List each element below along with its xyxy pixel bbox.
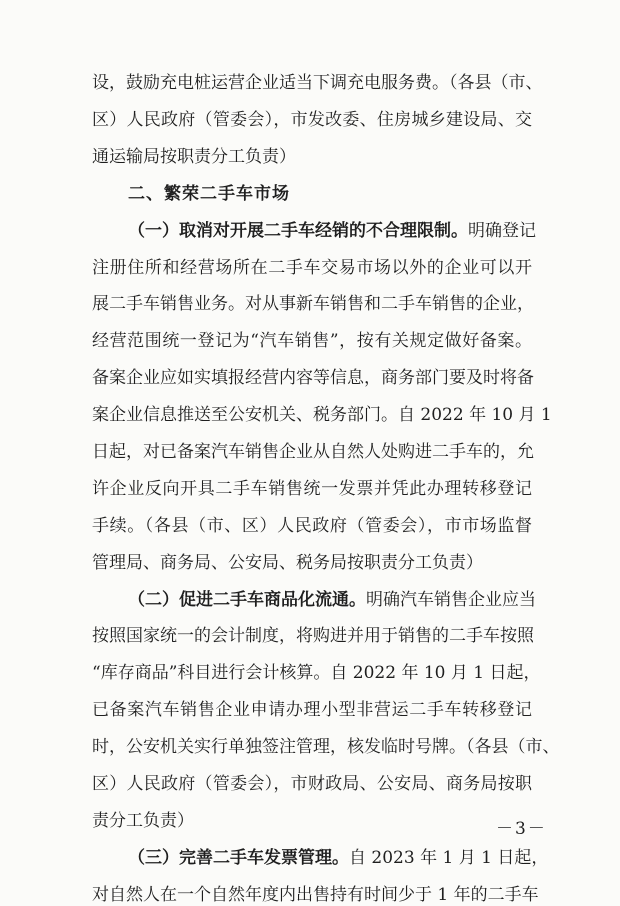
text-line: 备案企业应如实填报经营内容等信息，商务部门要及时将备 (92, 368, 534, 388)
paragraph-lead: （一）取消对开展二手车经销的不合理限制。 (128, 221, 468, 241)
text-line: 许企业反向开具二手车销售统一发票并凭此办理转移登记 (92, 479, 532, 499)
text-line: 日起，对已备案汽车销售企业从自然人处购进二手车的，允 (92, 442, 534, 462)
text-line: 区）人民政府（管委会），市财政局、公安局、商务局按职 (92, 774, 532, 794)
text-line: 展二手车销售业务。对从事新车销售和二手车销售的企业， (92, 294, 534, 314)
paragraph-text: 明确汽车销售企业应当 (366, 590, 536, 610)
paragraph-lead: （二）促进二手车商品化流通。 (128, 590, 366, 610)
section-heading: 二、繁荣二手车市场 (128, 184, 290, 204)
text-line: 管理局、商务局、公安局、税务局按职责分工负责） (92, 553, 483, 573)
page-number: －3－ (496, 819, 547, 839)
text-line: 通运输局按职责分工负责） (92, 147, 296, 167)
text-line: 区）人民政府（管委会），市发改委、住房城乡建设局、交 (92, 110, 532, 130)
paragraph-first-line (128, 220, 536, 242)
paragraph-text: 自 2023 年 1 月 1 日起， (349, 848, 549, 868)
text-line: 经营范围统一登记为“汽车销售”，按有关规定做好备案。 (92, 331, 532, 351)
paragraph-lead: （三）完善二手车发票管理。 (128, 848, 349, 868)
text-line: 手续。（各县（市、区）人民政府（管委会），市市场监督 (92, 516, 532, 536)
paragraph-text: 明确登记 (468, 221, 536, 241)
text-line: 按照国家统一的会计制度，将购进并用于销售的二手车按照 (92, 626, 534, 646)
paragraph-first-line (128, 589, 536, 611)
text-line: 设，鼓励充电桩运营企业适当下调充电服务费。（各县（市、 (92, 73, 543, 93)
text-line: 责分工负责） (92, 811, 194, 831)
text-line: 对自然人在一个自然年度内出售持有时间少于 1 年的二手车 (92, 885, 539, 905)
text-line: 已备案汽车销售企业申请办理小型非营运二手车转移登记 (92, 700, 532, 720)
text-line: 注册住所和经营场所在二手车交易市场以外的企业可以开 (92, 258, 532, 278)
paragraph-first-line (128, 847, 549, 869)
text-line: 案企业信息推送至公安机关、税务部门。自 2022 年 10 月 1 (92, 405, 552, 425)
text-line: 时，公安机关实行单独签注管理，核发临时号牌。（各县（市、 (92, 737, 560, 757)
text-line: “库存商品”科目进行会计核算。自 2022 年 10 月 1 日起， (92, 663, 541, 683)
